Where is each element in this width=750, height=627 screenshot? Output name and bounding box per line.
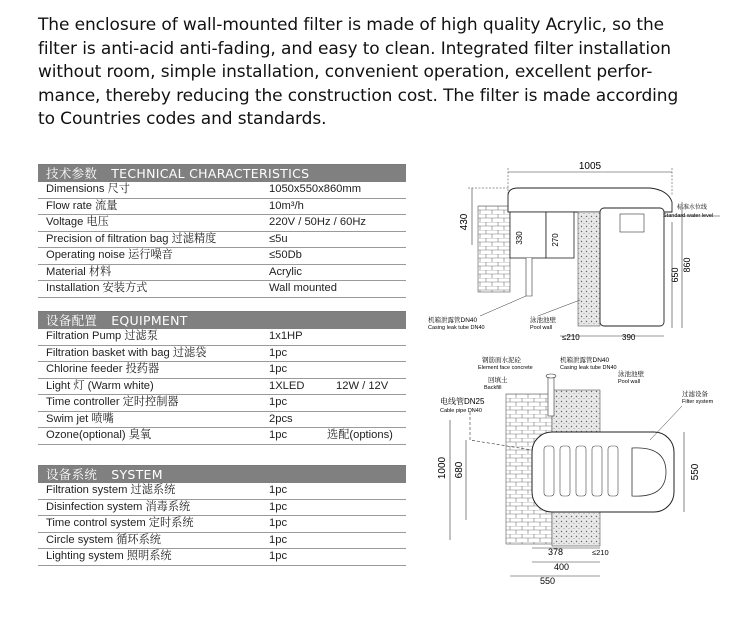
dim-550-bottom: 550 — [540, 576, 556, 586]
row-value: 1pc — [269, 500, 288, 513]
table-row — [38, 362, 406, 379]
row-value: 1pc — [269, 396, 288, 408]
technical-title-zh: 技术参数 — [46, 166, 98, 181]
leader-line — [650, 406, 682, 440]
table-row — [38, 281, 406, 298]
table-row — [38, 428, 406, 445]
pool-wall — [578, 212, 600, 326]
row-label: Filtration basket with bag 过滤袋 — [46, 346, 207, 359]
row-label: Swim jet 喷嘴 — [46, 412, 114, 425]
intro-paragraph — [38, 14, 738, 132]
dim-210-top: ≤210 — [562, 333, 580, 342]
technical-title-en: TECHNICAL CHARACTERISTICS — [111, 166, 310, 181]
row-label: Disinfection system 消毒系统 — [46, 500, 191, 513]
dim-270: 270 — [551, 233, 560, 247]
dim-390-top: 390 — [622, 333, 636, 342]
table-row — [38, 215, 406, 232]
casing-en-b: Casing leak tube DN40 — [560, 365, 617, 371]
row-label: Time control system 定时系统 — [46, 517, 194, 529]
casing-en: Casing leak tube DN40 — [428, 325, 485, 331]
row-value: 1pc — [269, 346, 288, 359]
dim-1000: 1000 — [437, 456, 448, 480]
cable-en: Cable pipe DN40 — [440, 408, 482, 414]
intro-line: mance, thereby reducing the construction cost. The filter is made according — [38, 85, 679, 106]
table-row — [38, 395, 406, 412]
row-value: 1pc — [269, 429, 288, 441]
system-header — [38, 465, 406, 483]
system-title-en: SYSTEM — [111, 467, 163, 482]
row-value: ≤50Db — [269, 249, 302, 261]
dim-400: 400 — [554, 562, 570, 572]
table-row — [38, 533, 406, 550]
table-row — [38, 182, 406, 199]
table-row — [38, 549, 406, 566]
casing-zh: 机箱泄露管DN40 — [428, 317, 478, 324]
equipment-title-zh: 设备配置 — [46, 313, 98, 328]
table-row — [38, 232, 406, 249]
table-row — [38, 483, 406, 500]
dim-430: 430 — [459, 213, 470, 231]
dim-650: 650 — [670, 267, 680, 283]
equipment-header — [38, 311, 406, 329]
technical-header — [38, 164, 406, 182]
pool-wall-zh: 泳池池壁 — [530, 317, 556, 324]
table-row — [38, 265, 406, 282]
elevation-diagram — [428, 161, 720, 342]
table-row — [38, 516, 406, 533]
row-label: Light 灯 (Warm white) — [46, 379, 154, 392]
equipment-section — [38, 311, 406, 445]
dim-860: 860 — [682, 257, 692, 273]
row-label: Dimensions 尺寸 — [46, 183, 130, 195]
leader-line — [480, 296, 526, 316]
table-row — [38, 199, 406, 216]
dim-378: 378 — [548, 547, 564, 557]
pool-wall-en: Pool wall — [530, 325, 553, 331]
std-level-en: Standard water level — [663, 213, 714, 219]
table-row — [38, 248, 406, 265]
intro-line: without room, simple installation, convenient operation, excellent perfor- — [38, 62, 653, 82]
row-value: Acrylic — [269, 265, 302, 278]
intro-line: to Countries codes and standards. — [38, 109, 327, 129]
filter-opening — [620, 214, 644, 232]
row-label: Operating noise 运行噪音 — [46, 249, 173, 261]
backfill-en: Backfill — [484, 385, 502, 391]
table-row — [38, 412, 406, 429]
row-value: 220V / 50Hz / 60Hz — [269, 216, 367, 228]
row-value: ≤5u — [269, 232, 288, 245]
dim-330: 330 — [515, 231, 524, 245]
row-value: 1pc — [269, 550, 288, 562]
row-extra: 12W / 12V — [336, 379, 389, 392]
brick-wall — [478, 206, 510, 292]
row-label: Ozone(optional) 臭氧 — [46, 429, 152, 441]
row-label: Filtration system 过滤系统 — [46, 484, 176, 496]
leader-line — [538, 300, 580, 316]
row-value: 1pc — [269, 533, 288, 546]
row-label: Material 材料 — [46, 265, 112, 278]
dim-680: 680 — [454, 461, 465, 479]
std-level-zh: 标准水位线 — [677, 205, 708, 211]
intro-line: The enclosure of wall-mounted filter is made of high quality Acrylic, so the — [38, 15, 665, 35]
row-label: Precision of filtration bag 过滤精度 — [46, 232, 217, 245]
pool-zh-b: 泳池池壁 — [618, 371, 644, 378]
filter-sys-zh: 过滤设备 — [682, 391, 708, 398]
row-value: 1pc — [269, 363, 288, 375]
row-value: 1x1HP — [269, 330, 303, 342]
intro-line: filter is anti-acid anti-fading, and easy to clean. Integrated filter installation — [38, 38, 671, 59]
element-zh: 钢筋面水泥砼 — [482, 357, 521, 364]
pipe-top — [546, 374, 556, 378]
system-title-zh: 设备系统 — [46, 467, 98, 482]
dim-1005: 1005 — [578, 161, 602, 172]
row-value: 1pc — [269, 517, 288, 529]
cable-zh: 电线管DN25 — [440, 397, 485, 406]
pool-en-b: Pool wall — [618, 379, 641, 385]
installation-diagram — [420, 150, 740, 590]
casing-pipe — [548, 376, 554, 416]
row-label: Voltage 电压 — [46, 216, 109, 228]
dim-550-right: 550 — [690, 463, 701, 481]
row-value: Wall mounted — [269, 282, 337, 294]
row-value: 1050x550x860mm — [269, 183, 362, 195]
row-value: 1pc — [269, 484, 288, 496]
drain-pipe — [526, 258, 532, 296]
table-row — [38, 500, 406, 517]
plan-diagram — [437, 355, 714, 586]
row-label: Filtration Pump 过滤泵 — [46, 330, 158, 342]
backfill-zh: 回填土 — [488, 377, 508, 384]
row-label: Time controller 定时控制器 — [46, 396, 179, 408]
filter-sys-en: Filter system — [682, 399, 714, 405]
row-label: Circle system 循环系统 — [46, 533, 161, 546]
row-value: 2pcs — [269, 412, 293, 425]
element-en: Element face concrete — [478, 365, 533, 371]
row-extra: 选配(options) — [327, 429, 393, 441]
row-label: Lighting system 照明系统 — [46, 550, 172, 562]
table-row — [38, 346, 406, 363]
row-label: Flow rate 流量 — [46, 199, 118, 212]
row-value: 1XLED — [269, 379, 305, 392]
row-label: Installation 安装方式 — [46, 282, 148, 294]
dim-210-b: ≤210 — [592, 548, 609, 557]
casing-zh-b: 机箱泄露管DN40 — [560, 357, 610, 364]
equipment-title-en: EQUIPMENT — [111, 313, 188, 328]
row-label: Chlorine feeder 投药器 — [46, 363, 160, 375]
row-value: 10m³/h — [269, 199, 304, 212]
table-row — [38, 379, 406, 396]
table-row — [38, 329, 406, 346]
system-section — [38, 465, 406, 566]
technical-section — [38, 164, 406, 298]
